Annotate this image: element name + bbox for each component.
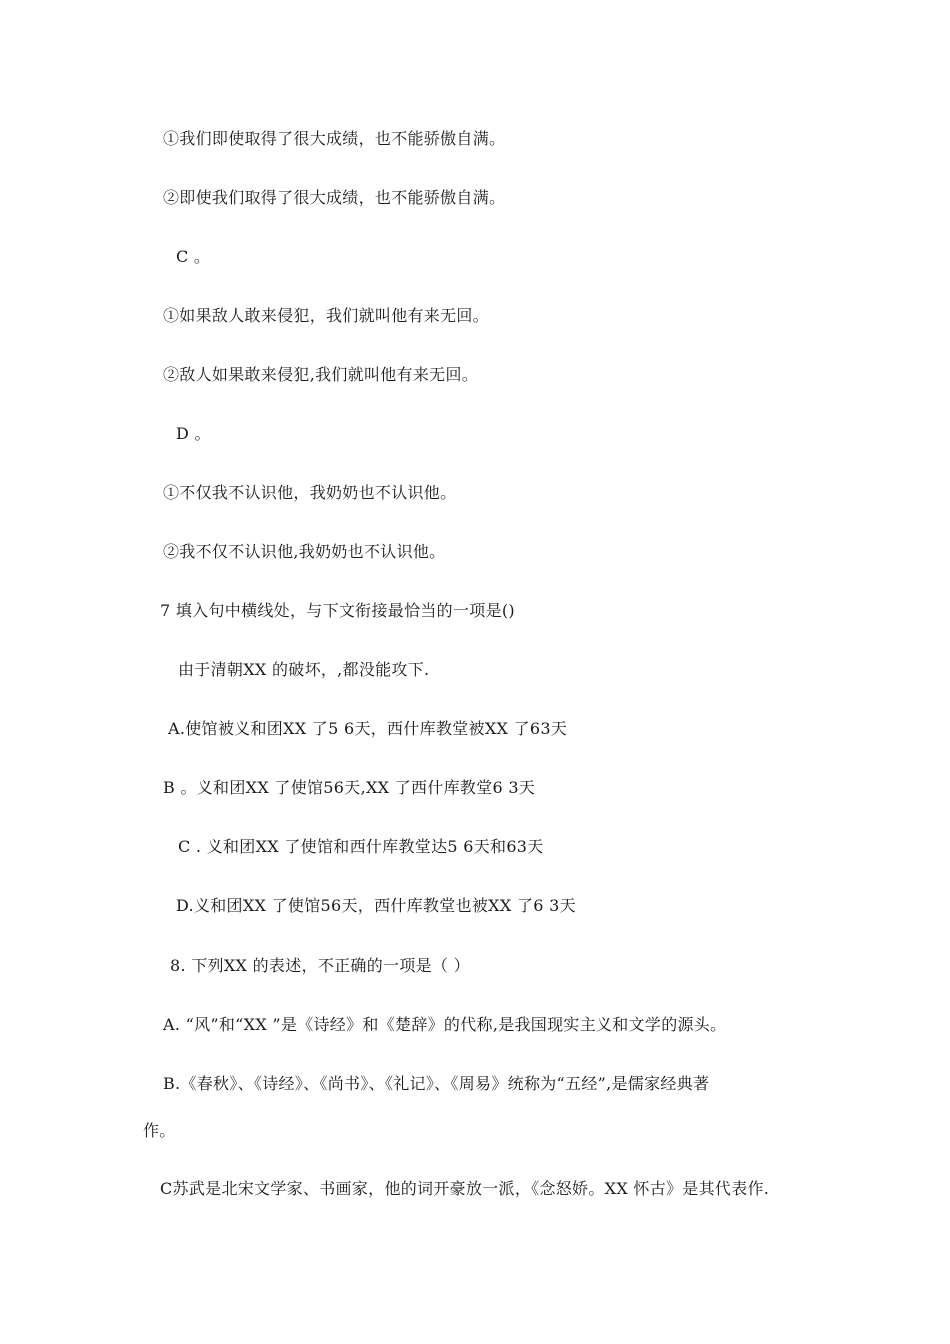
text-line: ②即使我们取得了很大成绩，也不能骄傲自满。 xyxy=(163,188,506,207)
option-a: A.使馆被义和团XX 了5 6天，西什库教堂被XX 了63天 xyxy=(168,719,568,738)
option-c: C . 义和团XX 了使馆和西什库教堂达5 6天和63天 xyxy=(178,837,544,856)
text-line: D 。 xyxy=(176,424,211,443)
text-line: C 。 xyxy=(176,247,211,266)
question-8: 8. 下列XX 的表述，不正确的一项是（ ） xyxy=(170,956,470,975)
text-line: ①我们即使取得了很大成绩，也不能骄傲自满。 xyxy=(163,129,506,148)
question-7: 7 填入句中横线处，与下文衔接最恰当的一项是() xyxy=(160,601,515,620)
option-b: B 。义和团XX 了使馆56天,XX 了西什库教堂6 3天 xyxy=(163,778,536,797)
option-b: B.《春秋》、《诗经》、《尚书》、《礼记》、《周易》统称为“五经”,是儒家经典著 xyxy=(163,1074,710,1093)
option-c: C苏武是北宋文学家、书画家，他的词开豪放一派，《念怒娇。XX 怀古》是其代表作. xyxy=(160,1179,770,1198)
text-line: ②敌人如果敢来侵犯,我们就叫他有来无回。 xyxy=(163,365,479,384)
text-line: ①不仅我不认识他，我奶奶也不认识他。 xyxy=(163,483,457,502)
option-a: A. “风”和“XX ”是《诗经》和《楚辞》的代称,是我国现实主义和文学的源头。 xyxy=(163,1015,727,1034)
text-line: 作。 xyxy=(143,1121,176,1140)
text-line: ②我不仅不认识他,我奶奶也不认识他。 xyxy=(163,542,446,561)
text-line: 由于清朝XX 的破坏，,都没能攻下. xyxy=(178,660,430,679)
option-d: D.义和团XX 了使馆56天，西什库教堂也被XX 了6 3天 xyxy=(176,896,576,915)
text-line: ①如果敌人敢来侵犯，我们就叫他有来无回。 xyxy=(163,306,490,325)
